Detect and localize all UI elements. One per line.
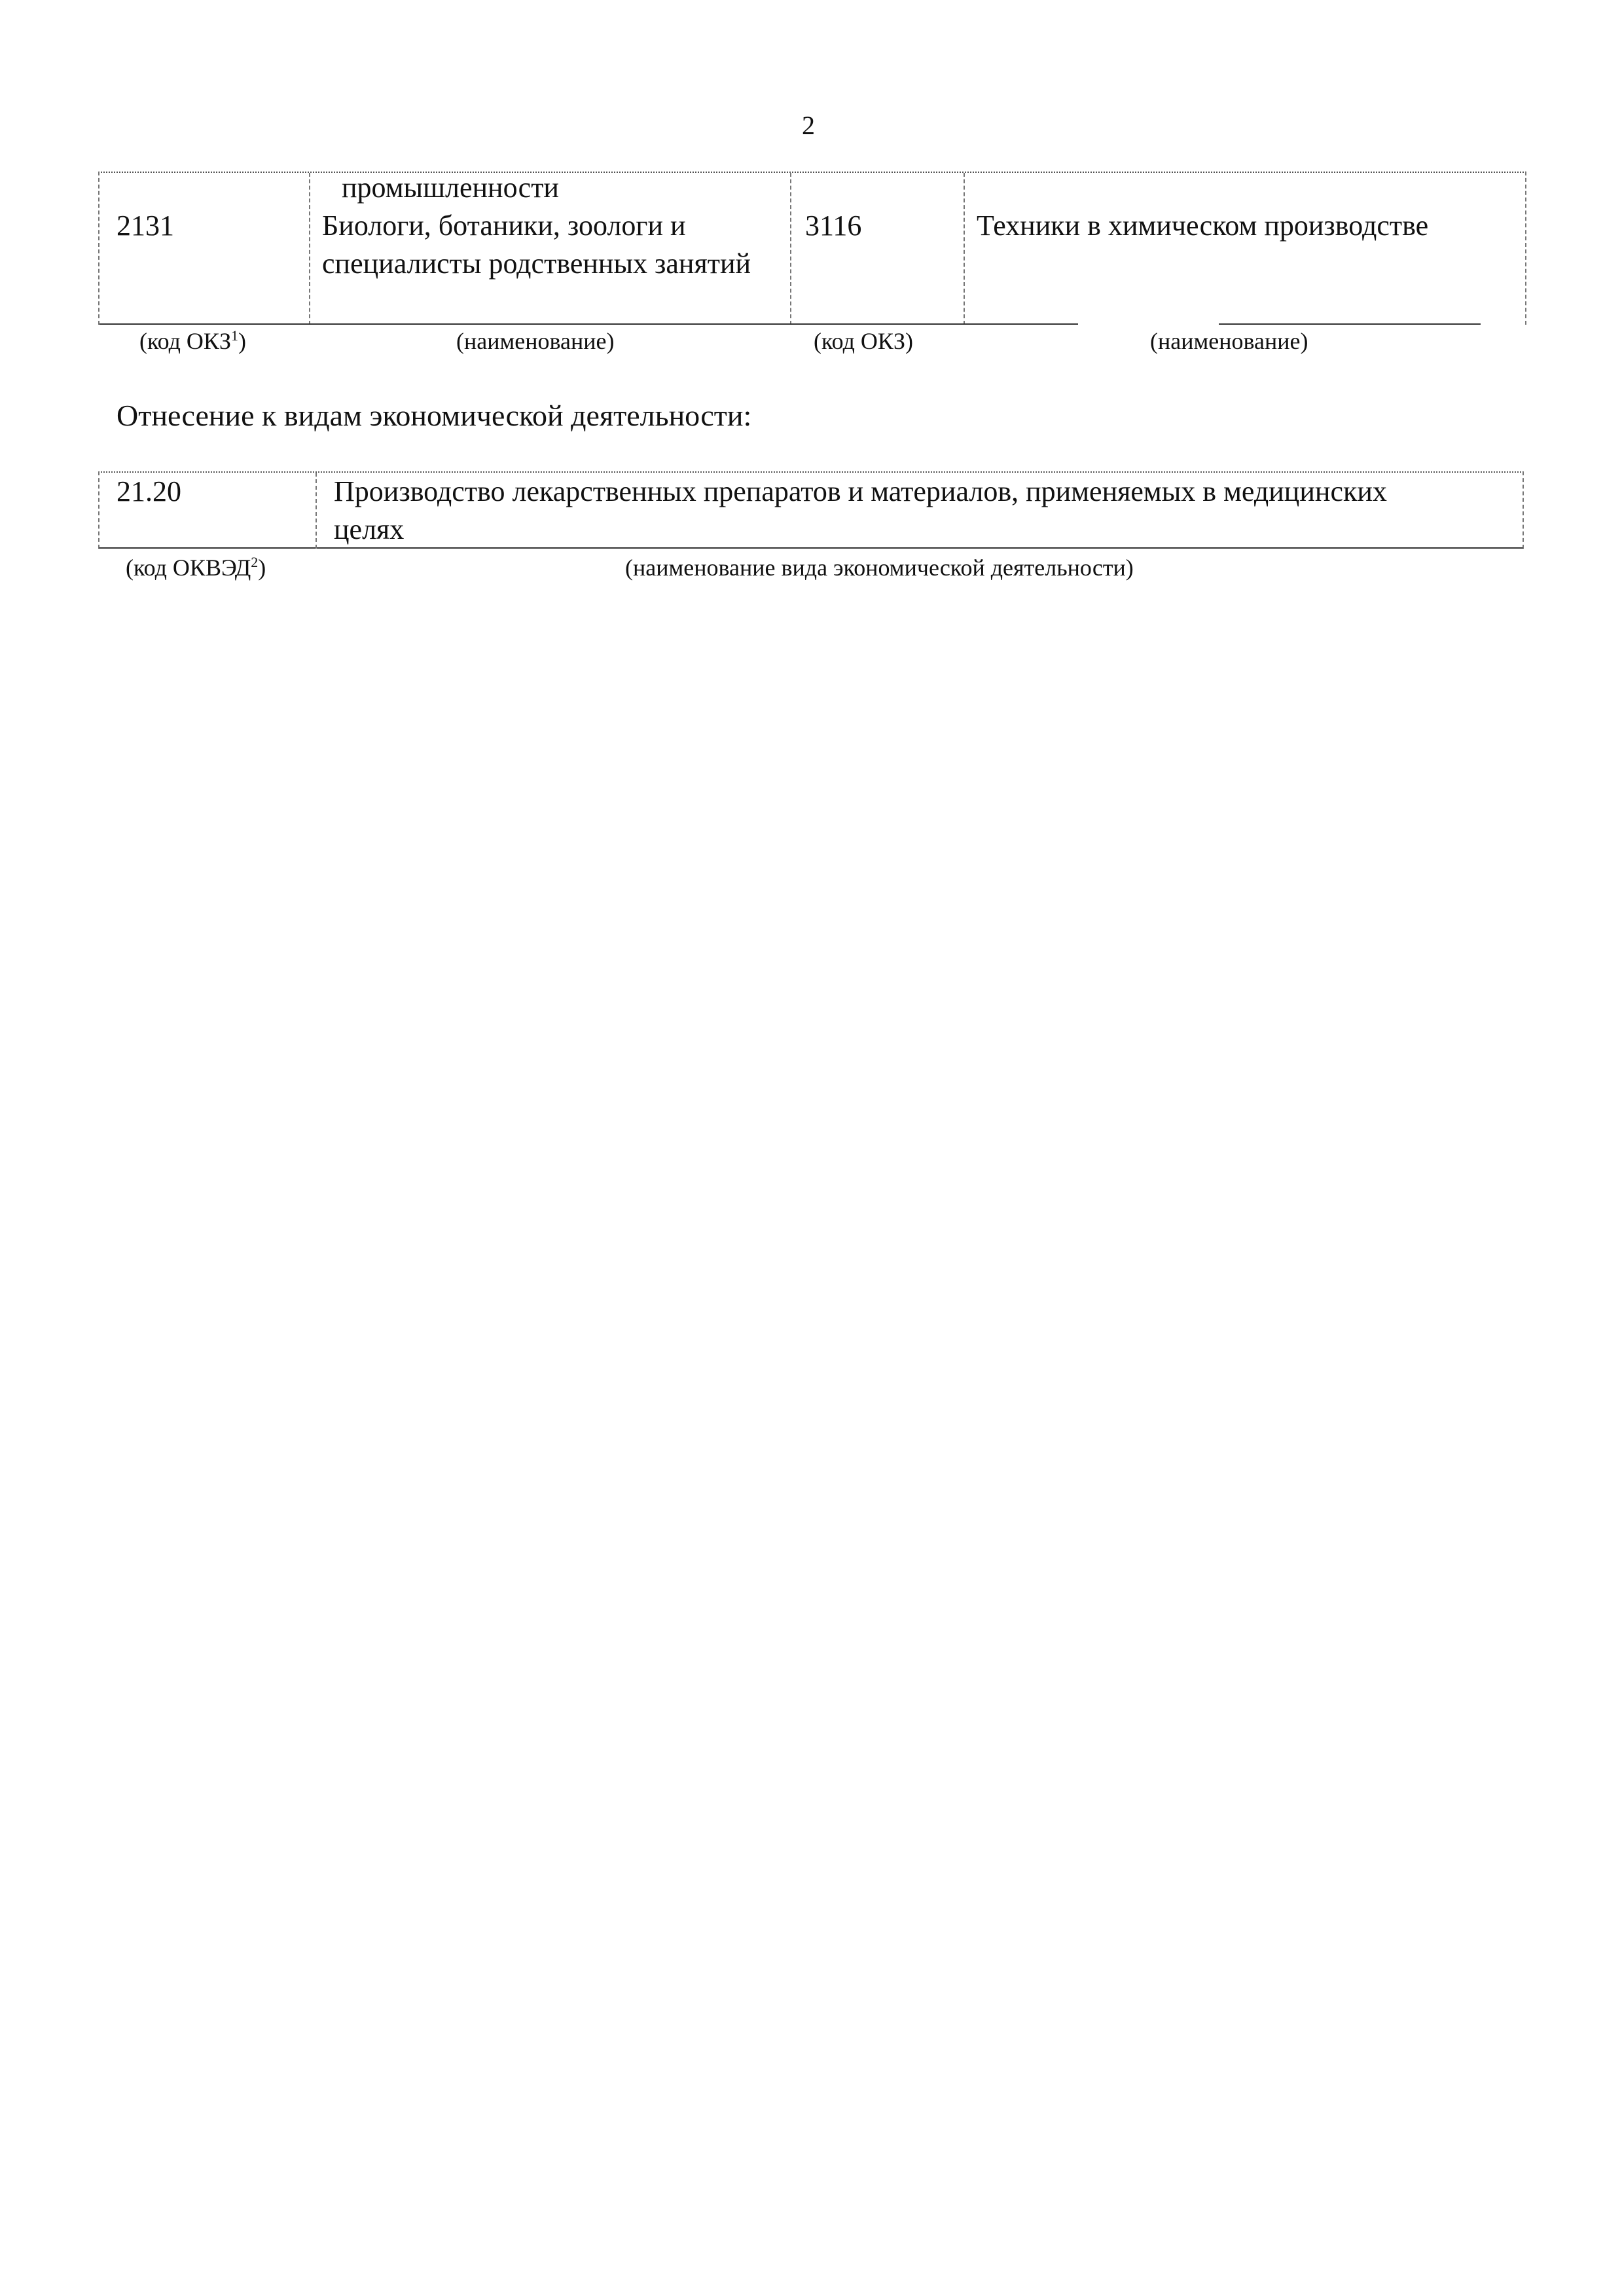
okz-code-cell-2 — [790, 173, 964, 325]
table-bottom-border-code1 — [99, 323, 309, 325]
caption-okz-name-2: (наименование) — [1150, 328, 1308, 354]
okved-code: 21.20 — [117, 475, 181, 507]
caption-okz-name-1: (наименование) — [456, 328, 615, 354]
okz-code-1: 2131 — [117, 210, 174, 242]
okz-name-1: Биологи, ботаники, зоологи и специалисты родственных занятий — [322, 210, 751, 280]
okz-code-2: 3116 — [805, 210, 862, 242]
caption-okved-name: (наименование вида экономической деятельности) — [625, 555, 1134, 581]
okved-name: Производство лекарственных препаратов и материалов, применяемых в медицинских целях — [334, 475, 1387, 545]
okz-name-2: Техники в химическом производстве — [977, 210, 1429, 242]
okved-divider — [315, 473, 317, 549]
continued-text: промышленности — [342, 172, 559, 204]
caption-okved-code: (код ОКВЭД$^2$) — [126, 554, 266, 581]
occupations-table — [98, 172, 1526, 325]
okz-code-cell-1 — [99, 173, 309, 325]
okved-table — [98, 471, 1524, 549]
caption-okz-code-1: (код ОКЗ$^1$) — [139, 327, 246, 354]
table-bottom-border-name1 — [309, 323, 790, 325]
caption-okz-code-2: (код ОКЗ) — [814, 328, 913, 354]
okz-name-cell-2 — [964, 173, 1525, 325]
section-heading: Отнесение к видам экономической деятельности: — [117, 399, 752, 432]
page-number: 2 — [802, 111, 815, 140]
table-bottom-border-name2 — [1219, 323, 1481, 325]
table-bottom-border-code2 — [790, 323, 1078, 325]
